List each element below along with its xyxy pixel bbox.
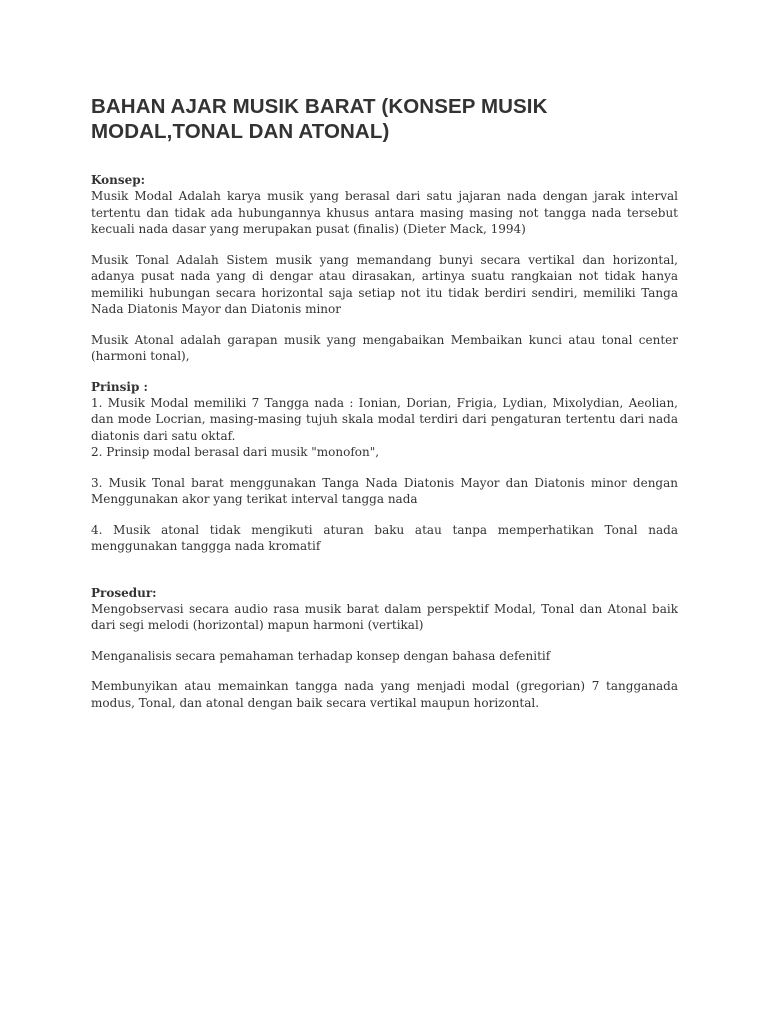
section-prosedur xyxy=(91,585,678,712)
prinsip-item-2: 2. Prinsip modal berasal dari musik "monofon", xyxy=(91,445,380,459)
prinsip-heading: Prinsip : xyxy=(91,379,148,394)
konsep-heading: Konsep: xyxy=(91,173,146,187)
document-title: BAHAN AJAR MUSIK BARAT (KONSEP MUSIK MODAL,TONAL DAN ATONAL) xyxy=(91,95,548,143)
section-prinsip xyxy=(91,379,678,555)
prinsip-item-1: 1. Musik Modal memiliki 7 Tangga nada : Ionian, Dorian, Frigia, Lydian, Mixolydian, Aeolian, dan mode Locrian, masing-masing tujuh skala modal terdiri dari pengaturan tertentu dari nada diatonis dari satu oktaf. xyxy=(91,395,678,443)
document-page xyxy=(91,94,678,725)
konsep-paragraph-tonal: Musik Tonal Adalah Sistem musik yang memandang bunyi secara vertikal dan horizontal, adanya pusat nada yang di dengar atau dirasakan, artinya suatu rangkaian not tidak hanya memiliki hubungan secara horizontal saja setiap not itu tidak berdiri sendiri, memiliki Tanga Nada Diatonis Mayor dan Diatonis minor xyxy=(91,252,678,316)
prosedur-paragraph-analisis: Menganalisis secara pemahaman terhadap konsep dengan bahasa defenitif xyxy=(91,648,551,663)
prinsip-item-4: 4. Musik atonal tidak mengikuti aturan baku atau tanpa memperhatikan Tonal nada menggunakan tanggga nada kromatif xyxy=(91,522,678,553)
konsep-paragraph-modal: Musik Modal Adalah karya musik yang berasal dari satu jajaran nada dengan jarak interval tertentu dan tidak ada hubungannya khusus antara masing masing not tangga nada tersebut kecuali nada dasar yang merupakan pusat (finalis) (Dieter Mack, 1994) xyxy=(91,189,678,236)
prosedur-paragraph-membunyikan: Membunyikan atau memainkan tangga nada yang menjadi modal (gregorian) 7 tangganada modus, Tonal, dan atonal dengan baik secara vertikal maupun horizontal. xyxy=(91,679,678,710)
prinsip-item-3: 3. Musik Tonal barat menggunakan Tanga Nada Diatonis Mayor dan Diatonis minor dengan Menggunakan akor yang terikat interval tangga nada xyxy=(91,475,678,506)
section-konsep xyxy=(91,172,678,365)
spacer xyxy=(91,555,678,585)
prosedur-paragraph-observasi: Mengobservasi secara audio rasa musik barat dalam perspektif Modal, Tonal dan Atonal baik dari segi melodi (horizontal) mapun harmoni (vertikal) xyxy=(91,601,678,632)
spacer xyxy=(91,461,678,475)
konsep-paragraph-atonal: Musik Atonal adalah garapan musik yang mengabaikan Membaikan kunci atau tonal center (harmoni tonal), xyxy=(91,332,678,363)
spacer xyxy=(91,508,678,522)
prosedur-heading: Prosedur: xyxy=(91,585,157,600)
